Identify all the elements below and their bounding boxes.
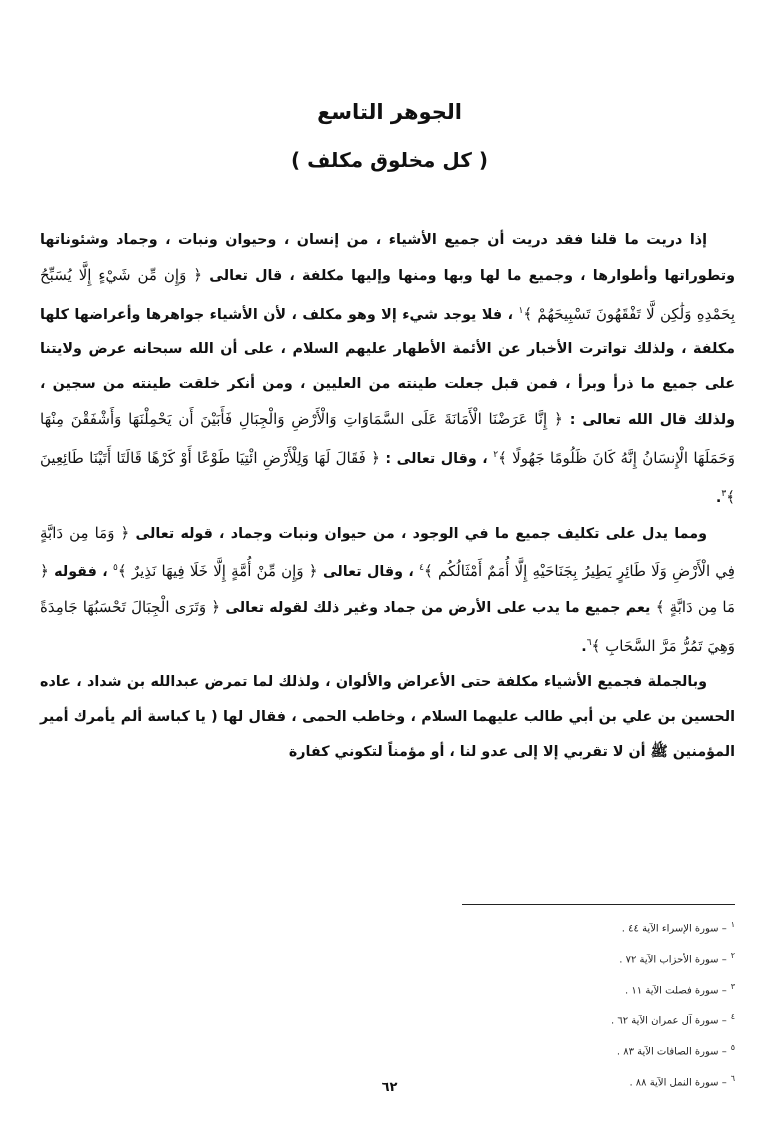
footnote-mark: ٣ [730,981,735,991]
footnote-text: – سورة الصافات الآية ٨٣ . [616,1046,727,1058]
footnote-reference: ١ [518,305,524,316]
footnote-text: – سورة الإسراء الآية ٤٤ . [621,923,727,935]
body-text [40,223,735,769]
footnote-text: – سورة النمل الآية ٨٨ . [629,1077,727,1089]
footnote-reference: ٦ [586,638,592,649]
footnote-reference: ٥ [113,563,118,574]
quran-verse: ﴿ فَقَالَ لَهَا وَلِلْأَرْضِ ائْتِيَا طَوْعًا أَوْ كَرْهًا قَالَتَا أَتَيْنَا طَائِعِينَ ﴾ [40,448,735,506]
text-run: إذا دريت ما قلنا فقد دريت أن جميع الأشياء ، من إنسان ، وحيوان ونبات ، وجماد وشئوناتها وتطوراتها وأطوارها ، وجميع ما لها وبها ومنها وإليها مكلفة ، قال تعالى [40,232,735,284]
footnote-text: – سورة آل عمران الآية ٦٢ . [611,1015,727,1027]
footnote-mark: ١ [730,920,735,929]
footnote-mark: ٦ [730,1074,735,1084]
footnote-reference: ٢ [493,450,499,461]
footnote-divider [462,904,735,905]
footnote-item [400,912,735,943]
footnote-mark: ٤ [730,1012,735,1022]
text-run: ، فقوله [48,564,114,581]
footnote-item [400,1035,735,1066]
text-run: . [715,489,722,506]
page-number: ٦٢ [381,1080,398,1095]
text-run: ، وقال تعالى : [379,450,494,467]
quran-verse: ﴿ وَتَرَى الْجِبَالَ تَحْسَبُهَا جَامِدَةً وَهِيَ تَمُرُّ مَرَّ السَّحَابِ ﴾ [40,598,735,655]
text-run: ومما يدل على تكليف جميع ما في الوجود ، من حيوان ونبات وجماد ، قوله تعالى [129,525,707,542]
paragraph [40,516,735,665]
chapter-title: الجوهر التاسع [317,100,462,124]
quran-verse: ﴿ وَمَا مِن دَابَّةٍ فِي الْأَرْضِ وَلَا طَائِرٍ يَطِيرُ بِجَنَاحَيْهِ إِلَّا أُمَمٌ أَمْثَالُكُم ﴾ [40,523,735,581]
text-run: ، فلا يوجد شيء إلا وهو مكلف ، لأن الأشياء جواهرها وأعراضها كلها مكلفة ، ولذلك تواترت الأخبار عن الأئمة الأطهار عليهم السلام ، على أن الله سبحانه عرض ولايتنا على جميع ما ذرأ وبرأ ، فمن قبل جعلت طينته من العليين ، ومن أنكر خلقت طينته من سجين ، ولذلك قال الله تعالى : [40,306,735,429]
footnote-item [400,1004,735,1035]
paragraph [40,223,735,516]
footnotes-list [400,912,735,1097]
footnote-text: – سورة فصلت الآية ١١ . [625,984,727,996]
quran-verse: ﴿ وَإِن مِّن شَيْءٍ إِلَّا يُسَبِّحُ بِحَمْدِهِ وَلَٰكِن لَّا تَفْقَهُونَ تَسْبِيحَهُمْ ﴾ [40,265,735,323]
text-run: . [581,638,587,655]
footnote-reference: ٤ [419,563,425,574]
text-run: يعم جميع ما يدب على الأرض من جماد وغير ذلك لقوله تعالى [219,600,656,617]
footnote-mark: ٢ [730,950,735,960]
quran-verse: ﴿ إِنَّا عَرَضْنَا الْأَمَانَةَ عَلَى السَّمَاوَاتِ وَالْأَرْضِ وَالْجِبَالِ فَأَبَيْنَ أَن يَحْمِلْنَهَا وَأَشْفَقْنَ مِنْهَا وَحَمَلَهَا الْإِنسَانُ إِنَّهُ كَانَ ظَلُومًا جَهُولًا ﴾ [40,410,735,467]
footnote-item [400,974,735,1005]
footnote-text: – سورة الأحزاب الآية ٧٢ . [619,954,727,966]
text-run: ، وقال تعالى [317,564,420,581]
chapter-subtitle: ( كل مخلوق مكلف ) [291,148,488,172]
footnote-mark: ٥ [730,1043,735,1053]
footnote-reference: ٣ [721,488,727,499]
quran-verse: ﴿ وَإِن مِّنْ أُمَّةٍ إِلَّا خَلَا فِيهَا نَذِيرٌ ﴾ [117,562,318,581]
paragraph [40,665,735,770]
text-run: وبالجملة فجميع الأشياء مكلفة حتى الأعراض والألوان ، ولذلك لما تمرض عبدالله بن شداد ، عاده الحسين بن علي بن أبي طالب عليهما السلام ، وخاطب الحمى ، فقال لها ( يا كباسة ألم يأمرك أمير المؤمنين ﷺ أن لا تقربي إلا إلى عدو لنا ، أو مؤمناً لتكوني كفارة [40,673,735,760]
quran-verse: ﴿ مَا مِن دَابَّةٍ ﴾ [40,562,735,617]
footnote-item [400,943,735,974]
